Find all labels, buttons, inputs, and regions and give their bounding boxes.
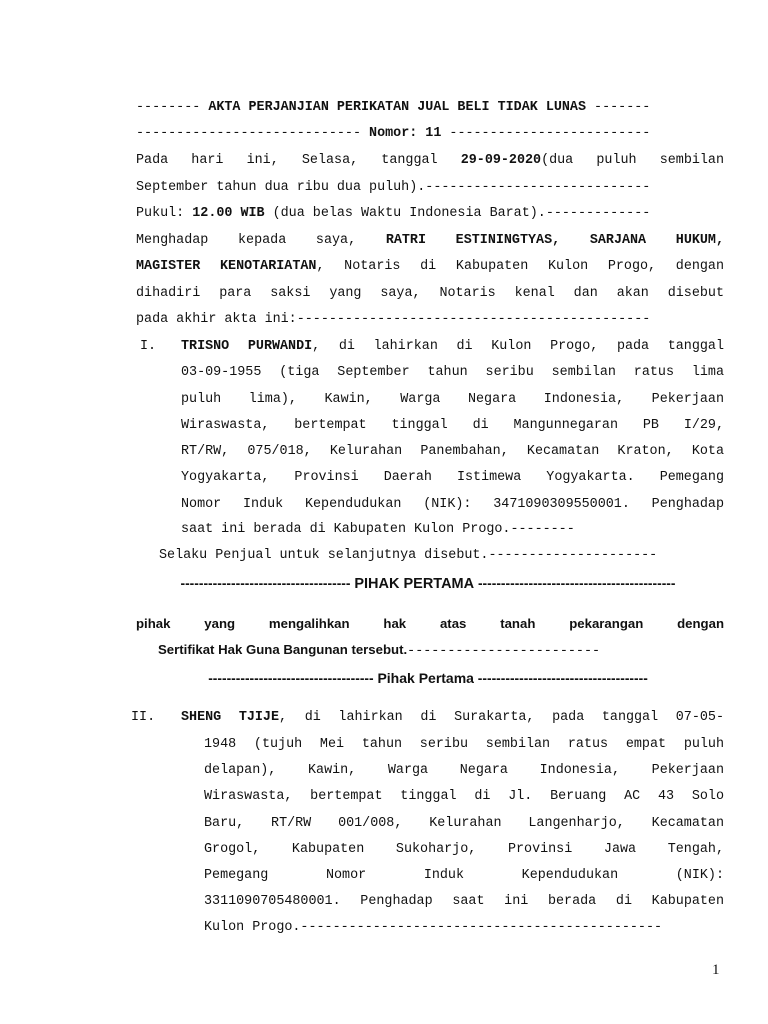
party2-line-1 [181, 710, 724, 726]
pihak-pertama-separator-2 [136, 670, 720, 687]
party2-text: , di lahirkan di Surakarta, pada tanggal 07-05- [279, 710, 724, 725]
party2-line: 1948 (tujuh Mei tahun seribu sembilan ratus empat puluh [204, 737, 724, 752]
separator-dash: ------------------------------------------- [477, 576, 676, 591]
party2-line: delapan), Kawin, Warga Negara Indonesia, Pekerjaan [204, 763, 724, 778]
pihak-pertama-heading: PIHAK PERTAMA [354, 576, 475, 592]
opening-text: Menghadap kepada saya, [136, 233, 386, 248]
opening-text: (dua belas Waktu Indonesia Barat).------------- [264, 206, 651, 221]
opening-text: (dua puluh sembilan [541, 153, 724, 168]
opening-line-4 [136, 233, 724, 249]
deed-title: AKTA PERJANJIAN PERIKATAN JUAL BELI TIDAK LUNAS [208, 100, 587, 115]
title-dash-left: -------- [136, 100, 209, 115]
pihak-pertama-label: Pihak Pertama [377, 670, 474, 686]
party2-numeral: II. [131, 710, 156, 725]
number-dash-left: ---------------------------- [136, 126, 370, 141]
party1-name: TRISNO PURWANDI [181, 339, 313, 354]
separator-dash: ------------------------------------- [477, 671, 648, 686]
separator-dash: ------------------------ [407, 644, 601, 659]
party2-line: Pemegang Nomor Induk Kependudukan (NIK): [204, 868, 724, 883]
party1-line: Wiraswasta, bertempat tinggal di Mangunnegaran PB I/29, [181, 418, 724, 433]
party1-desc-line-1: pihak yang mengalihkan hak atas tanah pekarangan dengan [136, 616, 724, 631]
deed-number: Nomor: 11 [369, 126, 442, 141]
party1-line: 03-09-1955 (tiga September tahun seribu sembilan ratus lima [181, 365, 724, 380]
deed-time: 12.00 WIB [192, 206, 265, 221]
deed-date: 29-09-2020 [460, 153, 542, 168]
opening-line-6: dihadiri para saksi yang saya, Notaris kenal dan akan disebut [136, 286, 724, 301]
party2-line: Baru, RT/RW 001/008, Kelurahan Langenharjo, Kecamatan [204, 816, 724, 831]
party1-line-1 [181, 339, 724, 355]
party1-role-line: Selaku Penjual untuk selanjutnya disebut.--------------------- [159, 548, 658, 563]
separator-dash: ------------------------------------- [180, 576, 351, 591]
party1-numeral: I. [140, 339, 157, 354]
opening-line-7: pada akhir akta ini:-------------------------------------------- [136, 312, 651, 327]
page-number: 1 [712, 962, 720, 978]
title-dash-right: ------- [586, 100, 651, 115]
party1-line: saat ini berada di Kabupaten Kulon Progo.-------- [181, 522, 575, 537]
party2-line: Wiraswasta, bertempat tinggal di Jl. Beruang AC 43 Solo [204, 789, 724, 804]
deed-title-line [136, 100, 650, 116]
separator-dash: ------------------------------------ [208, 671, 374, 686]
party1-desc-line-2 [158, 642, 600, 660]
number-dash-right: ------------------------- [441, 126, 651, 141]
party1-text: , di lahirkan di Kulon Progo, pada tanggal [312, 339, 724, 354]
party2-line: Grogol, Kabupaten Sukoharjo, Provinsi Jawa Tengah, [204, 842, 724, 857]
opening-text: Pukul: [136, 206, 193, 221]
party1-line: RT/RW, 075/018, Kelurahan Panembahan, Kecamatan Kraton, Kota [181, 444, 724, 459]
party1-desc-text: Sertifikat Hak Guna Bangunan tersebut. [158, 642, 408, 657]
opening-line-5 [136, 259, 724, 275]
deed-number-line [136, 126, 650, 142]
opening-text: , Notaris di Kabupaten Kulon Progo, dengan [316, 259, 725, 274]
notary-name: RATRI ESTININGTYAS, SARJANA HUKUM, [385, 233, 725, 248]
party1-line: Yogyakarta, Provinsi Daerah Istimewa Yogyakarta. Pemegang [181, 470, 724, 485]
opening-line-3 [136, 206, 650, 222]
notary-title: MAGISTER KENOTARIATAN [136, 259, 317, 274]
party2-line: Kulon Progo.--------------------------------------------- [204, 920, 663, 935]
opening-line-1 [136, 153, 724, 169]
party1-line: puluh lima), Kawin, Warga Negara Indonesia, Pekerjaan [181, 392, 724, 407]
opening-text: Pada hari ini, Selasa, tanggal [136, 153, 461, 168]
party2-name: SHENG TJIJE [181, 710, 280, 725]
party2-line: 3311090705480001. Penghadap saat ini berada di Kabupaten [204, 894, 724, 909]
pihak-pertama-separator [136, 576, 720, 592]
opening-line-2: September tahun dua ribu dua puluh).---------------------------- [136, 180, 651, 195]
party1-line: Nomor Induk Kependudukan (NIK): 3471090309550001. Penghadap [181, 497, 724, 512]
